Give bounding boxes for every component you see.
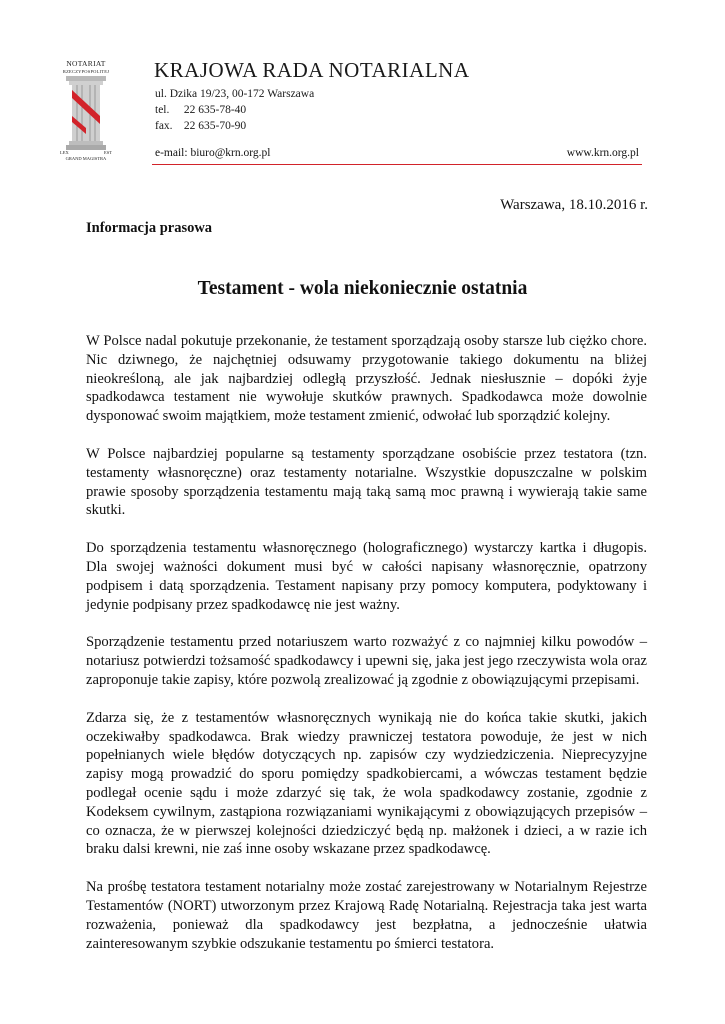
logo-lex-text: LEX <box>60 150 69 155</box>
notariat-logo <box>56 60 116 170</box>
date-line: Warszawa, 18.10.2016 r. <box>500 197 648 213</box>
website-link[interactable]: www.krn.org.pl <box>566 147 639 159</box>
org-name: KRAJOWA RADA NOTARIALNA <box>154 58 470 82</box>
fax-label: fax. <box>155 120 173 132</box>
paragraph: Do sporządzenia testamentu własnoręcznego (holograficznego) wystarczy kartka i długopis. Dla swojej ważności dokument musi być w całości napisany własnoręcznie, opatrzony podpisem i datą sporządzenia. Testament napisany przy pomocy komputera, podyktowany i jedynie podpisany przez spadkodawcę nie jest ważny. <box>86 540 647 613</box>
tel-line <box>155 104 246 116</box>
document-title: Testament - wola niekoniecznie ostatnia <box>197 278 528 299</box>
column-icon <box>64 76 108 150</box>
document-body <box>86 332 647 972</box>
tel-number: 22 635-78-40 <box>183 104 247 116</box>
header-divider <box>152 164 642 165</box>
fax-line <box>155 120 246 132</box>
paragraph: Na prośbę testatora testament notarialny może zostać zarejestrowany w Notarialnym Rejestrze Testamentów (NORT) utworzonym przez Krajową Radę Notarialną. Rejestracja taka jest warta rozważenia, ponieważ dla spadkodawcy jest bezpłatna, a jednocześnie ułatwia zainteresowanym szybkie odszukanie testamentu po śmierci testatora. <box>86 879 647 952</box>
paragraph: Zdarza się, że z testamentów własnoręcznych wynikają nie do końca takie skutki, jakich oczekiwałby spadkodawca. Brak wiedzy prawniczej testatora powoduje, że jest w nich popełnianych wiele błędów dotyczących np. zapisów czy wydziedziczenia. Nieprecyzyjne zapisy mogą prowadzić do sporu pomiędzy spadkobiercami, a wówczas testament będzie podlegał ocenie sądu i może zdarzyć się tak, że wola spadkodawcy zostanie, zgodnie z Kodeksem cywilnym, zastąpiona rozwiązaniami wynikającymi z obowiązujących przepisów – co oznacza, że w pierwszej kolejności dziedziczyć będą np. małżonek i dzieci, a w razie ich braku dalsi krewni, nie zaś inne osoby wskazane przez spadkodawcę. <box>86 709 647 858</box>
tel-label: tel. <box>155 104 170 116</box>
logo-est-text: EST <box>103 150 112 155</box>
paragraph: W Polsce najbardziej popularne są testamenty sporządzane osobiście przez testatora (tzn. testamenty własnoręczne) oraz testamenty notarialne. Wszystkie dopuszczalne w polskim prawie sposoby sporządzenia testamentu mają taką samą moc prawną i wywierają takie same skutki. <box>86 445 647 519</box>
logo-sub-text: RZECZYPOSPOLITEJ <box>62 69 110 74</box>
email-link[interactable]: e-mail: biuro@krn.org.pl <box>155 147 271 159</box>
fax-number: 22 635-70-90 <box>183 120 247 132</box>
document-kind: Informacja prasowa <box>86 220 213 236</box>
logo-top-text: NOTARIAT <box>66 59 106 68</box>
paragraph: Sporządzenie testamentu przed notariuszem warto rozważyć z co najmniej kilku powodów – notariusz potwierdzi tożsamość spadkodawcy i upewni się, jaka jest jego rzeczywista wola oraz zaproponuje takie zapisy, które pozwolą zrealizować ją zgodnie z obowiązującymi przepisami. <box>86 634 647 688</box>
paragraph: W Polsce nadal pokutuje przekonanie, że testament sporządzają osoby starsze lub ciężko chore. Nic dziwnego, że najchętniej odsuwamy przygotowanie takiego dokumentu na bliżej nieokreśloną, ale jak najbardziej odległą przyszłość. Jednak niesłusznie – dopóki żyje spadkodawca testament nie wywołuje skutków prawnych. Spadkodawca może dowolnie dysponować swoim majątkiem, może testament zmienić, odwołać lub sporządzić kolejny. <box>86 333 647 425</box>
logo-bottom-text: GRAND MAGISTRA <box>65 156 107 161</box>
address-line: ul. Dzika 19/23, 00-172 Warszawa <box>155 88 315 100</box>
